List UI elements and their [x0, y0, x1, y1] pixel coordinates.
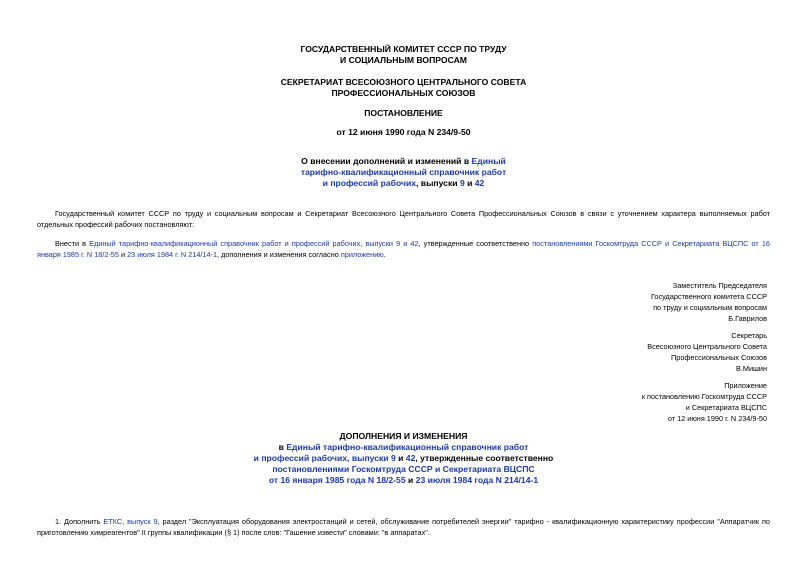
title-text: О внесении дополнений и изменений в — [301, 156, 472, 166]
signature-name: Б.Гаврилов — [728, 314, 767, 323]
signature-line: Профессиональных Союзов — [671, 353, 767, 362]
signature-line: Всесоюзного Центрального Совета — [647, 342, 767, 351]
appendix-text: в — [278, 442, 287, 452]
item-text: , раздел "Эксплуатация оборудования электростанций и сетей, обслуживание потребителей энергии" тарифно - квалификационную характеристику профессии "Аппаратчик по приготовлению химреагентов" II группы квалификации (§ 1) после слов: "Гашение извести" словами: "в аппаратах". — [37, 517, 770, 537]
resolution-paragraph — [37, 238, 770, 260]
document-date-number — [0, 127, 807, 138]
signature-line: Государственного комитета СССР — [650, 292, 767, 301]
appendix-reference — [642, 380, 767, 424]
resolution-text-5: . — [383, 250, 386, 259]
appendix-title-line-4 — [0, 464, 807, 475]
appendix-item-1 — [37, 516, 770, 538]
secretariat-line-2: ПРОФЕССИОНАЛЬНЫХ СОЮЗОВ — [331, 88, 476, 98]
appendix-title-line-2 — [0, 442, 807, 453]
appendix-text: , утвержденные соответственно — [415, 453, 554, 463]
appendix-link-resolutions[interactable]: постановлениями Госкомтруда СССР и Секретариата ВЦСПС — [272, 464, 535, 474]
appendix-text: и — [395, 453, 406, 463]
signature-line: Заместитель Председателя — [672, 281, 767, 290]
title-link-etks[interactable]: Единый — [471, 156, 506, 166]
title-text-issues: , выпуски — [416, 178, 460, 188]
title-link-issue-9[interactable]: 9 — [459, 178, 465, 188]
appendix-title-line-5 — [0, 475, 807, 486]
preamble-paragraph: Государственный комитет СССР по труду и социальным вопросам и Секретариат Всесоюзного Центрального Совета Профессиональных Союзов в связи с уточнением характера выполняемых работ отдельных профессий рабочих постановляют: — [37, 209, 770, 229]
resolution-text-4: , дополнения и изменения согласно — [217, 250, 341, 259]
title-text-and: и — [464, 178, 475, 188]
appendix-ref-line: от 12 июня 1990 г. N 234/9-50 — [667, 414, 767, 423]
link-appendix[interactable]: приложению — [340, 250, 384, 259]
appendix-link-1985[interactable]: от 16 января 1985 года N 18/2-55 — [268, 475, 406, 485]
appendix-link-1984[interactable]: 23 июля 1984 года N 214/14-1 — [415, 475, 539, 485]
resolution-text-1: Внести в — [55, 239, 90, 248]
appendix-heading: ДОПОЛНЕНИЯ И ИЗМЕНЕНИЯ — [339, 431, 468, 441]
signature-deputy-chairman — [651, 280, 767, 324]
title-line-2 — [0, 167, 807, 178]
date-number-text: от 12 июня 1990 года N 234/9-50 — [336, 127, 471, 137]
item-text: 1. Дополнить — [55, 517, 104, 526]
secretariat-line-1: СЕКРЕТАРИАТ ВСЕСОЮЗНОГО ЦЕНТРАЛЬНОГО СОВЕТА — [280, 77, 527, 87]
signature-line: по труду и социальным вопросам — [653, 303, 767, 312]
title-line-3 — [0, 178, 807, 189]
link-resolution-1984[interactable]: 23 июля 1984 г. N 214/14-1 — [127, 250, 218, 259]
appendix-title-line-3 — [0, 453, 807, 464]
title-link-etks-cont[interactable]: тарифно-квалификационный справочник работ — [300, 167, 507, 177]
link-resolution-1985[interactable]: постановлениями Госкомтруда СССР и Секретариата ВЦСПС от 16 января 1985 г. N 18/2-55 — [37, 239, 770, 259]
signature-line: Секретарь — [731, 331, 767, 340]
document-title — [0, 156, 807, 189]
link-etks-issues[interactable]: Единый тарифно-квалификационный справочник работ и профессий рабочих, выпуски 9 и 42 — [89, 239, 419, 248]
appendix-title — [0, 431, 807, 486]
resolution-text-3: и — [118, 250, 128, 259]
appendix-link-issue-9[interactable]: и профессий рабочих, выпуски 9 — [253, 453, 396, 463]
appendix-ref-line: Приложение — [724, 381, 767, 390]
appendix-link-issue-42[interactable]: 42 — [405, 453, 416, 463]
signature-name: В.Мишин — [735, 364, 767, 373]
document-type — [0, 108, 807, 119]
appendix-ref-line: и Секретариата ВЦСПС — [685, 403, 767, 412]
title-line-1 — [0, 156, 807, 167]
document-type-text: ПОСТАНОВЛЕНИЕ — [364, 108, 443, 118]
committee-line-2: И СОЦИАЛЬНЫМ ВОПРОСАМ — [340, 55, 467, 65]
title-link-professions[interactable]: и профессий рабочих — [322, 178, 417, 188]
title-link-issue-42[interactable]: 42 — [474, 178, 485, 188]
appendix-ref-line: к постановлению Госкомтруда СССР — [641, 392, 767, 401]
committee-heading — [0, 44, 807, 66]
committee-line-1: ГОСУДАРСТВЕННЫЙ КОМИТЕТ СССР ПО ТРУДУ — [300, 44, 507, 54]
appendix-text: и — [405, 475, 416, 485]
secretariat-heading — [0, 77, 807, 99]
appendix-link-etks[interactable]: Единый тарифно-квалификационный справочник работ — [286, 442, 529, 452]
signature-secretary — [647, 330, 767, 374]
resolution-text-2: , утвержденные соответственно — [418, 239, 533, 248]
link-etks-issue-9[interactable]: ЕТКС, выпуск 9 — [103, 517, 158, 526]
